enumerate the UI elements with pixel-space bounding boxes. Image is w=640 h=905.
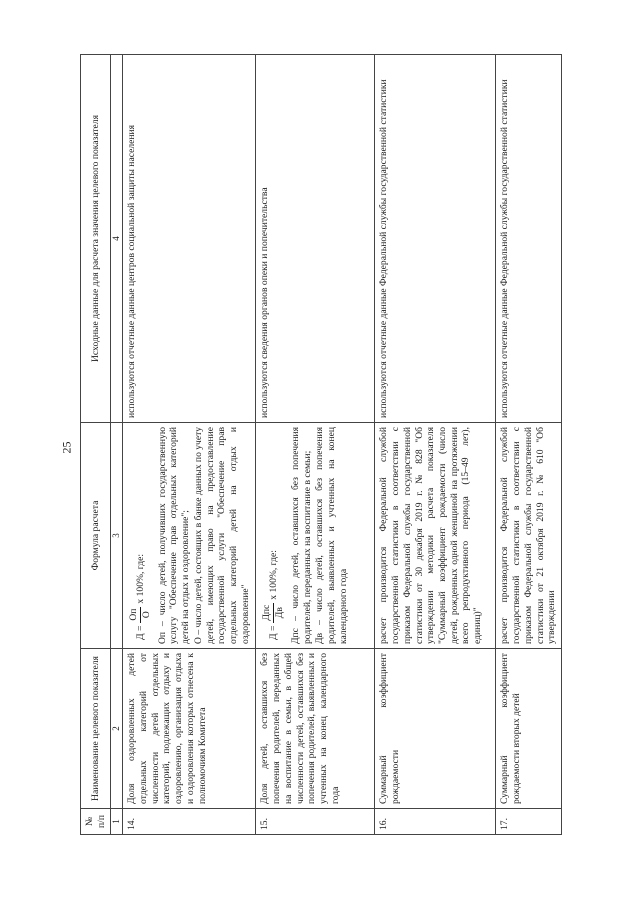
indicator-name: Доля оздоровленных детей отдельных категорий от численности детей отдельных категорий, подлежащих отдыху и оздоровлению, организация отдыха и оздоровления которых отнесена к полномочиям Комитета bbox=[123, 649, 256, 809]
table-row bbox=[375, 55, 496, 835]
formula bbox=[128, 427, 152, 640]
rotated-table-wrapper bbox=[80, 55, 600, 835]
formula-cell bbox=[123, 423, 256, 649]
source-data: используются сведения органов опеки и попечительства bbox=[256, 55, 375, 423]
formula-text: расчет производится Федеральной службой государственной статистики в соответствии с приказом Федеральной службы государственной статистики от 21 октября 2019 г. № 610 "Об утверждении bbox=[496, 423, 562, 649]
formula-denominator: Дв bbox=[274, 607, 286, 619]
formula bbox=[261, 427, 285, 640]
header-name: Наименование целевого показателя bbox=[81, 649, 111, 809]
table-row bbox=[496, 55, 562, 835]
source-data: используются отчетные данные Федеральной службы государственной статистики bbox=[496, 55, 562, 423]
formula-fraction bbox=[261, 603, 285, 623]
column-number: 1 bbox=[111, 809, 123, 835]
table-row bbox=[256, 55, 375, 835]
formula-fraction bbox=[128, 607, 152, 623]
formula-lhs: Д = bbox=[267, 625, 279, 640]
header-formula: Формула расчета bbox=[81, 423, 111, 649]
indicator-name: Суммарный коэффициент рождаемости bbox=[375, 649, 496, 809]
header-num: № п/п bbox=[81, 809, 111, 835]
formula-tail: x 100%, где: bbox=[134, 553, 146, 604]
table-header-row bbox=[81, 55, 111, 835]
row-number: 15. bbox=[256, 809, 375, 835]
formula-denominator: О bbox=[141, 611, 153, 619]
indicators-table bbox=[80, 54, 562, 835]
formula-lhs: Д = bbox=[134, 625, 146, 640]
header-source: Исходные данные для расчета значения целевого показателя bbox=[81, 55, 111, 423]
column-number: 2 bbox=[111, 649, 123, 809]
formula-cell bbox=[256, 423, 375, 649]
formula-tail: x 100%, где: bbox=[267, 550, 279, 600]
column-number: 4 bbox=[111, 55, 123, 423]
formula-explanation: Оп – число детей, получивших государственную услугу "Обеспечение прав отдельных категорий детей на отдых и оздоровление"; bbox=[156, 427, 192, 644]
row-number: 17. bbox=[496, 809, 562, 835]
row-number: 14. bbox=[123, 809, 256, 835]
indicator-name: Доля детей, оставшихся без попечения родителей, переданных на воспитание в семьи, в общей численности детей, оставшихся без попечения родителей, выявленных и учтенных на конец календарного года bbox=[256, 649, 375, 809]
source-data: используются отчетные данные центров социальной защиты населения bbox=[123, 55, 256, 423]
column-numbers-row bbox=[111, 55, 123, 835]
formula-numerator: Оп bbox=[128, 608, 140, 621]
formula-explanation: О – число детей, состоящих в банке данных по учету детей, имеющих право на предоставление государственной услуги "Обеспечение прав отдельных категорий детей на отдых и оздоровление" bbox=[192, 426, 251, 644]
formula-explanation: Дв – число детей, оставшихся без попечения родителей, выявленных и учтенных на конец календарного года bbox=[314, 427, 349, 644]
source-data: используются отчетные данные Федеральной службы государственной статистики bbox=[375, 55, 496, 423]
indicator-name: Суммарный коэффициент рождаемости вторых детей bbox=[496, 649, 562, 809]
formula-explanation: Дпс – число детей, оставшихся без попечения родителей, переданных на воспитание в семьи; bbox=[289, 427, 313, 644]
formula-text: расчет производится Федеральной службой государственной статистики в соответствии с приказом Федеральной службы государственной статистики от 30 декабря 2019 г. № 828 "Об утверждении методики расчета показателя "Суммарный коэффициент рождаемости (число детей, рожденных одной женщиной на протяжении всего репродуктивного периода (15–49 лет), единиц)" bbox=[375, 423, 496, 649]
column-number: 3 bbox=[111, 423, 123, 649]
row-number: 16. bbox=[375, 809, 496, 835]
page-number: 25 bbox=[59, 441, 74, 454]
formula-numerator: Дпс bbox=[261, 604, 273, 621]
table-row bbox=[123, 55, 256, 835]
